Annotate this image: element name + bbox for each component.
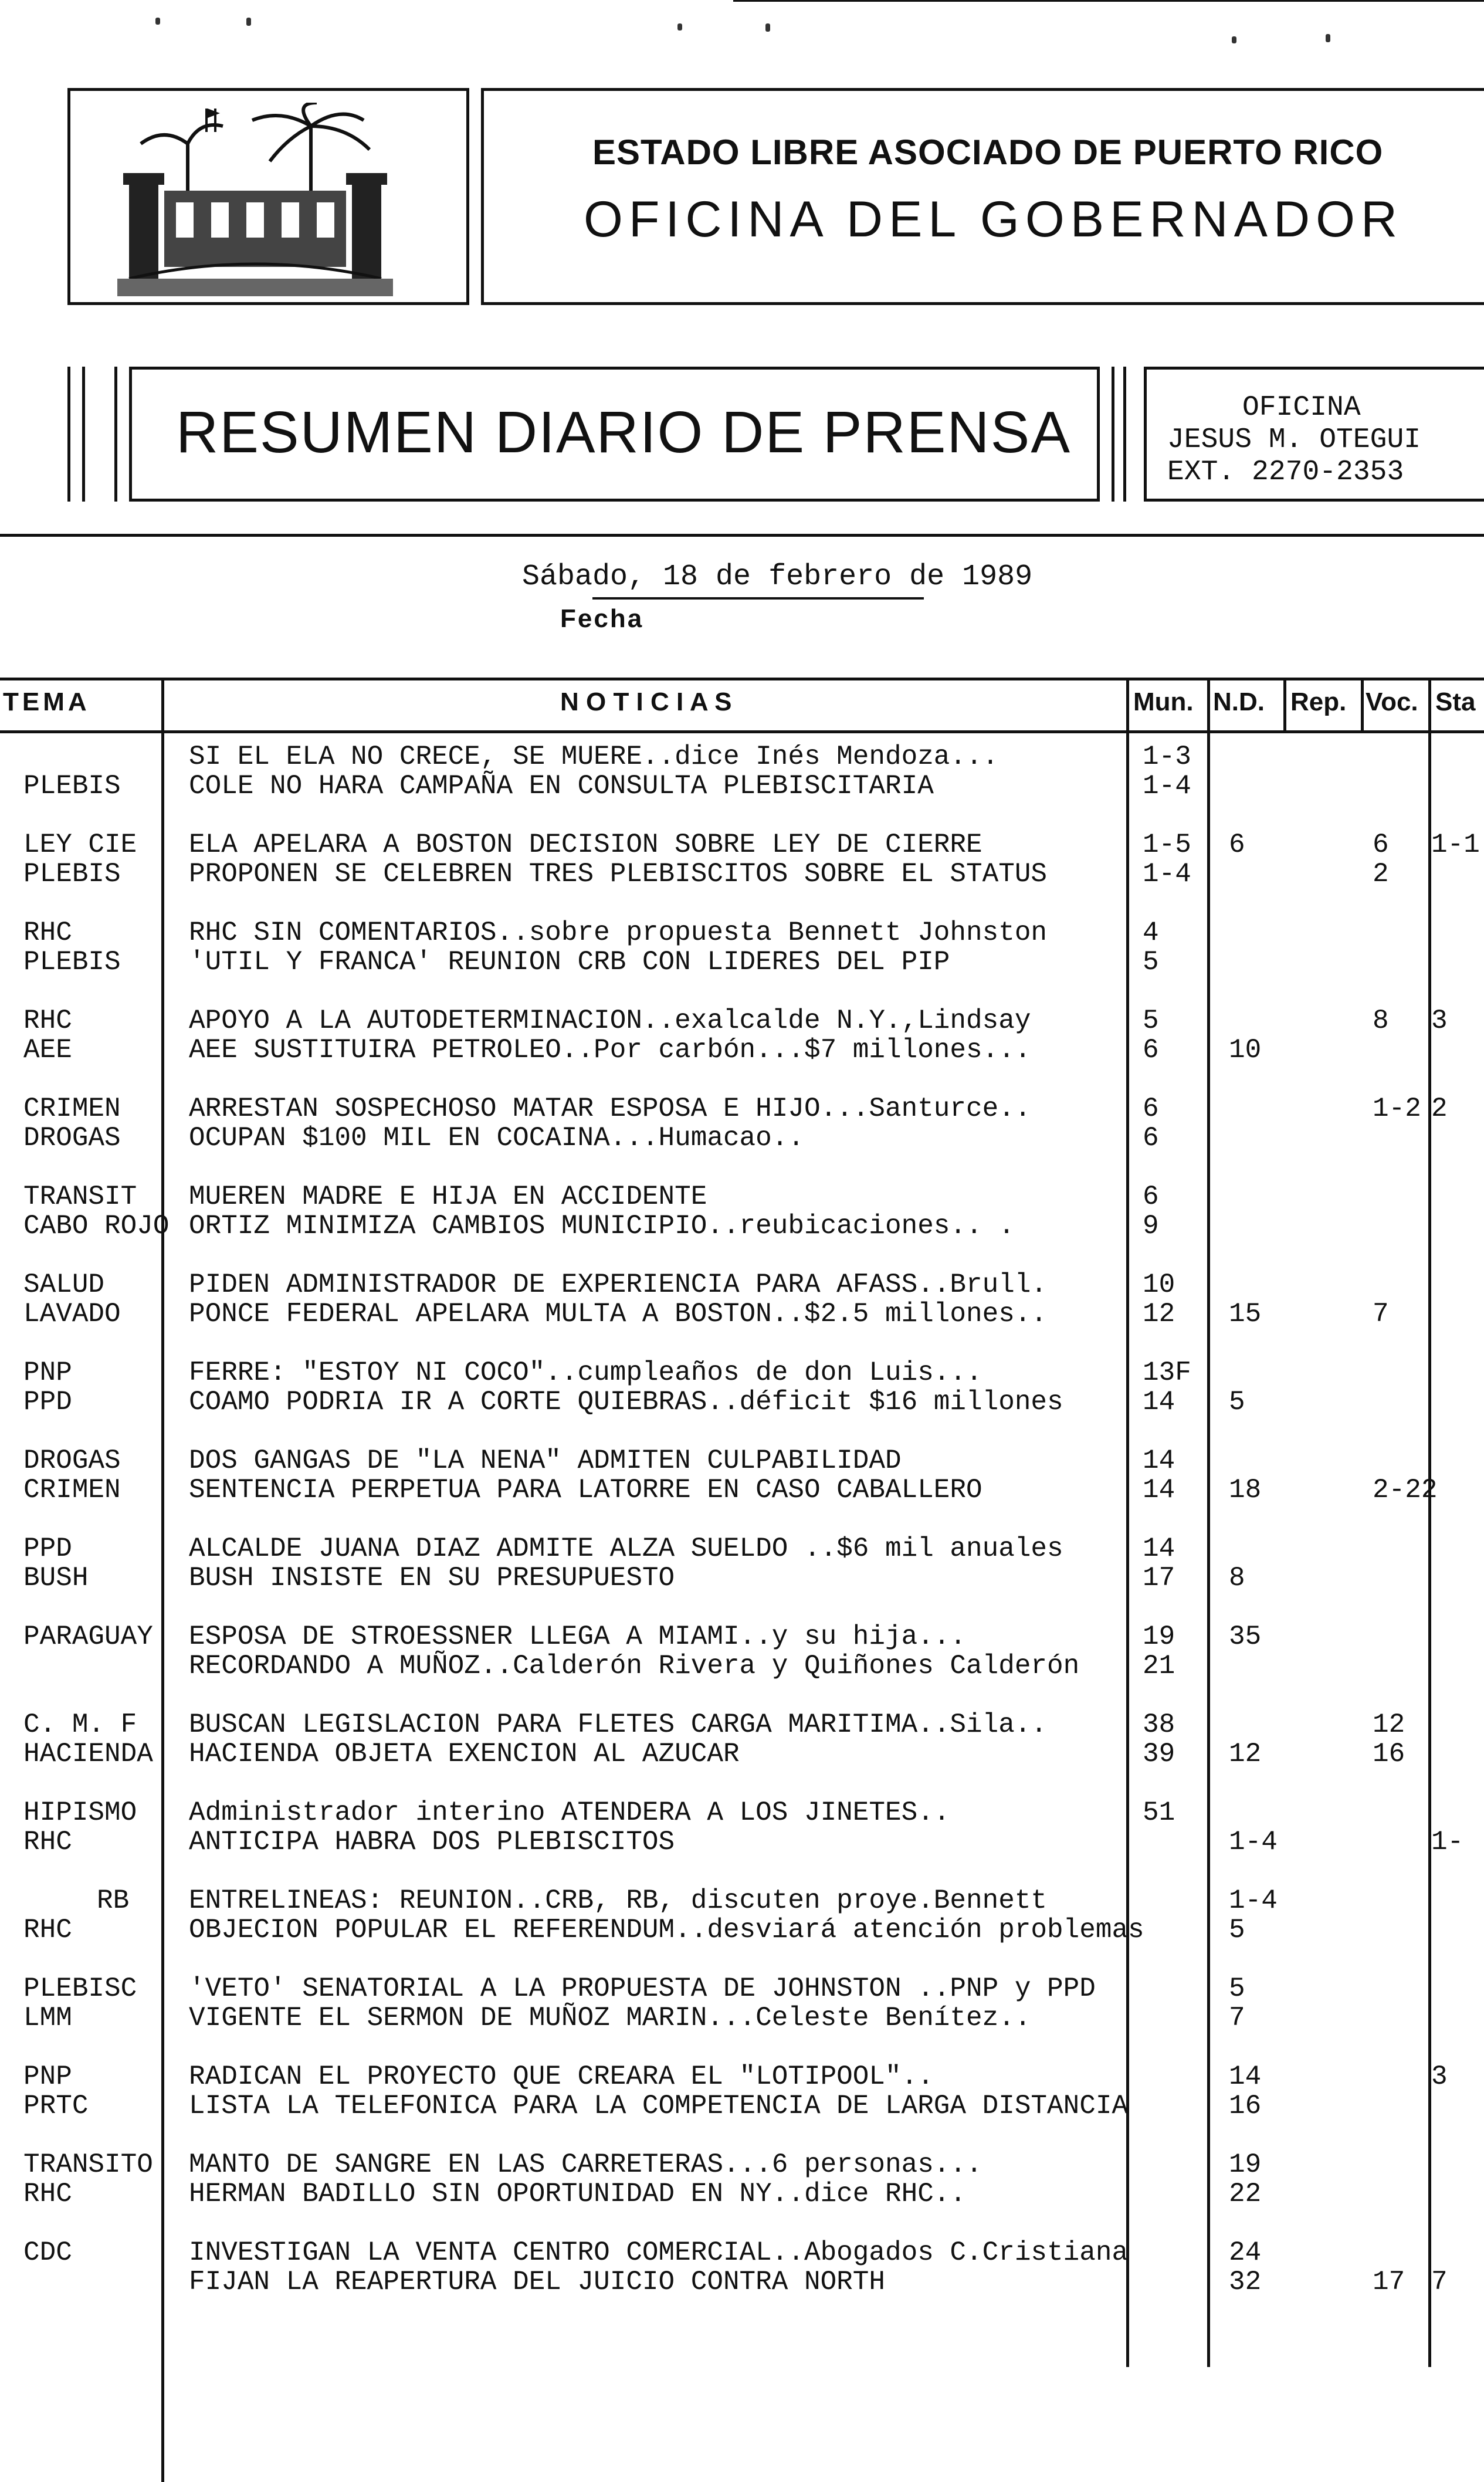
headline-cell: FIJAN LA REAPERTURA DEL JUICIO CONTRA NORTH xyxy=(189,2267,885,2297)
voc-page-cell: 16 xyxy=(1373,1739,1405,1769)
office-contact-label: OFICINA xyxy=(1242,392,1361,424)
tema-cell: AEE xyxy=(23,1035,72,1065)
column-divider-nd xyxy=(1283,678,1286,730)
column-divider-rep xyxy=(1361,678,1364,730)
mun-page-cell: 5 xyxy=(1143,947,1159,977)
tema-cell: CRIMEN xyxy=(23,1475,121,1505)
tema-cell: RHC xyxy=(23,1915,72,1945)
mun-page-cell: 4 xyxy=(1143,917,1159,948)
table-row xyxy=(0,1651,1484,1681)
mun-page-cell: 6 xyxy=(1143,1093,1159,1124)
tema-cell: CDC xyxy=(23,2237,72,2268)
table-row xyxy=(0,1475,1484,1505)
headline-cell: FERRE: "ESTOY NI COCO"..cumpleaños de don Luis... xyxy=(189,1357,982,1388)
voc-page-cell: 7 xyxy=(1373,1299,1389,1329)
banner-bar xyxy=(1123,367,1126,502)
headline-cell: MUEREN MADRE E HIJA EN ACCIDENTE xyxy=(189,1181,707,1212)
tema-cell: CRIMEN xyxy=(23,1093,121,1124)
sta-page-cell: 2 xyxy=(1431,1093,1448,1124)
table-row xyxy=(0,1387,1484,1417)
headline-cell: SI EL ELA NO CRECE, SE MUERE..dice Inés Mendoza... xyxy=(189,741,999,772)
table-row xyxy=(0,1915,1484,1945)
headline-cell: Administrador interino ATENDERA A LOS JINETES.. xyxy=(189,1797,950,1828)
nd-page-cell: 5 xyxy=(1229,1973,1245,2004)
nd-page-cell: 5 xyxy=(1229,1915,1245,1945)
table-row xyxy=(0,1739,1484,1769)
headline-cell: HERMAN BADILLO SIN OPORTUNIDAD EN NY..dice RHC.. xyxy=(189,2179,967,2209)
table-top-border xyxy=(0,678,1484,680)
top-speck xyxy=(1232,36,1236,43)
mun-page-cell: 1-5 xyxy=(1143,829,1191,860)
nd-page-cell: 12 xyxy=(1229,1739,1262,1769)
tema-cell: DROGAS xyxy=(23,1123,121,1153)
mun-page-cell: 14 xyxy=(1143,1533,1175,1564)
headline-cell: 'UTIL Y FRANCA' REUNION CRB CON LIDERES DEL PIP xyxy=(189,947,950,977)
headline-cell: LISTA LA TELEFONICA PARA LA COMPETENCIA DE LARGA DISTANCIA xyxy=(189,2091,1129,2121)
table-row xyxy=(0,2003,1484,2033)
headline-cell: PIDEN ADMINISTRADOR DE EXPERIENCIA PARA AFASS..Brull. xyxy=(189,1269,1048,1300)
table-row xyxy=(0,1123,1484,1153)
headline-cell: MANTO DE SANGRE EN LAS CARRETERAS...6 personas... xyxy=(189,2149,982,2180)
tema-cell: PPD xyxy=(23,1387,72,1417)
mun-page-cell: 14 xyxy=(1143,1387,1175,1417)
table-row xyxy=(0,1622,1484,1651)
governor-mansion-illustration-icon xyxy=(117,103,393,296)
headline-cell: OBJECION POPULAR EL REFERENDUM..desviará atención problemas xyxy=(189,1915,1144,1945)
headline-cell: ARRESTAN SOSPECHOSO MATAR ESPOSA E HIJO...Santurce.. xyxy=(189,1093,1031,1124)
date-value: Sábado, 18 de febrero de 1989 xyxy=(522,560,1033,594)
banner-bar xyxy=(82,367,85,502)
tema-cell: PNP xyxy=(23,2061,72,2092)
tema-cell: TRANSIT xyxy=(23,1181,137,1212)
tema-cell: PLEBIS xyxy=(23,859,121,889)
tema-cell: PARAGUAY xyxy=(23,1621,153,1652)
headline-cell: PROPONEN SE CELEBREN TRES PLEBISCITOS SOBRE EL STATUS xyxy=(189,859,1048,889)
tema-cell: CABO ROJO xyxy=(23,1211,170,1241)
table-row xyxy=(0,1446,1484,1475)
nd-page-cell: 6 xyxy=(1229,829,1245,860)
nd-page-cell: 24 xyxy=(1229,2237,1262,2268)
headline-cell: BUSH INSISTE EN SU PRESUPUESTO xyxy=(189,1563,675,1593)
banner-bar xyxy=(67,367,70,502)
table-row xyxy=(0,2267,1484,2297)
headline-cell: ALCALDE JUANA DIAZ ADMITE ALZA SUELDO ..$6 mil anuales xyxy=(189,1533,1063,1564)
headline-cell: ANTICIPA HABRA DOS PLEBISCITOS xyxy=(189,1827,675,1857)
header-rep: Rep. xyxy=(1290,688,1347,716)
headline-cell: RADICAN EL PROYECTO QUE CREARA EL "LOTIPOOL".. xyxy=(189,2061,934,2092)
top-speck xyxy=(677,23,682,31)
mun-page-cell: 5 xyxy=(1143,1005,1159,1036)
mun-page-cell: 12 xyxy=(1143,1299,1175,1329)
voc-page-cell: 1-2 xyxy=(1373,1093,1421,1124)
mun-page-cell: 19 xyxy=(1143,1621,1175,1652)
table-row xyxy=(0,2238,1484,2267)
tema-cell: BUSH xyxy=(23,1563,89,1593)
mun-page-cell: 6 xyxy=(1143,1181,1159,1212)
top-speck xyxy=(155,18,160,25)
headline-cell: HACIENDA OBJETA EXENCION AL AZUCAR xyxy=(189,1739,740,1769)
table-row xyxy=(0,1035,1484,1065)
mun-page-cell: 1-4 xyxy=(1143,771,1191,801)
nd-page-cell: 1-4 xyxy=(1229,1885,1278,1916)
sta-page-cell: 3 xyxy=(1431,2061,1448,2092)
voc-page-cell: 6 xyxy=(1373,829,1389,860)
headline-cell: OCUPAN $100 MIL EN COCAINA...Humacao.. xyxy=(189,1123,804,1153)
table-row xyxy=(0,830,1484,859)
mun-page-cell: 1-3 xyxy=(1143,741,1191,772)
mun-page-cell: 39 xyxy=(1143,1739,1175,1769)
tema-cell: PNP xyxy=(23,1357,72,1388)
table-row xyxy=(0,1710,1484,1739)
sta-page-cell: 7 xyxy=(1431,2267,1448,2297)
header-sta: Sta xyxy=(1435,688,1476,716)
voc-page-cell: 2 xyxy=(1373,859,1389,889)
nd-page-cell: 1-4 xyxy=(1229,1827,1278,1857)
mun-page-cell: 17 xyxy=(1143,1563,1175,1593)
headline-cell: SENTENCIA PERPETUA PARA LATORRE EN CASO CABALLERO xyxy=(189,1475,982,1505)
mun-page-cell: 9 xyxy=(1143,1211,1159,1241)
headline-cell: 'VETO' SENATORIAL A LA PROPUESTA DE JOHNSTON ..PNP y PPD xyxy=(189,1973,1096,2004)
tema-cell: PRTC xyxy=(23,2091,89,2121)
tema-cell: LMM xyxy=(23,2003,72,2033)
table-row xyxy=(0,1886,1484,1915)
voc-page-cell: 12 xyxy=(1373,1709,1405,1740)
tema-cell: PLEBISC xyxy=(23,1973,137,2004)
table-row xyxy=(0,1299,1484,1329)
table-row xyxy=(0,742,1484,771)
date-label: Fecha xyxy=(560,604,644,633)
table-row xyxy=(0,2091,1484,2121)
section-divider xyxy=(0,534,1484,537)
mun-page-cell: 51 xyxy=(1143,1797,1175,1828)
table-row xyxy=(0,947,1484,977)
nd-page-cell: 19 xyxy=(1229,2149,1262,2180)
mun-page-cell: 6 xyxy=(1143,1035,1159,1065)
mun-page-cell: 6 xyxy=(1143,1123,1159,1153)
tema-cell: PLEBIS xyxy=(23,947,121,977)
office-name: OFICINA DEL GOBERNADOR xyxy=(584,191,1404,248)
headline-cell: INVESTIGAN LA VENTA CENTRO COMERCIAL..Abogados C.Cristiana xyxy=(189,2237,1129,2268)
tema-cell: C. M. F xyxy=(23,1709,137,1740)
state-name: ESTADO LIBRE ASOCIADO DE PUERTO RICO xyxy=(592,133,1384,172)
headline-cell: RHC SIN COMENTARIOS..sobre propuesta Bennett Johnston xyxy=(189,917,1048,948)
headline-cell: APOYO A LA AUTODETERMINACION..exalcalde N.Y.,Lindsay xyxy=(189,1005,1031,1036)
table-row xyxy=(0,2150,1484,2179)
headline-cell: ORTIZ MINIMIZA CAMBIOS MUNICIPIO..reubicaciones.. . xyxy=(189,1211,1015,1241)
headline-cell: ENTRELINEAS: REUNION..CRB, RB, discuten proye.Bennett xyxy=(189,1885,1048,1916)
mun-page-cell: 13F xyxy=(1143,1357,1191,1388)
sta-page-cell: 3 xyxy=(1431,1005,1448,1036)
table-row xyxy=(0,1006,1484,1035)
header-nd: N.D. xyxy=(1213,688,1265,716)
voc-page-cell: 17 xyxy=(1373,2267,1405,2297)
headline-cell: COAMO PODRIA IR A CORTE QUIEBRAS..déficit $16 millones xyxy=(189,1387,1063,1417)
header-tema: TEMA xyxy=(3,688,90,716)
tema-cell: RHC xyxy=(23,917,72,948)
header-noticias: N O T I C I A S xyxy=(560,688,732,716)
top-edge-line xyxy=(733,0,1484,2)
tema-cell: RHC xyxy=(23,1005,72,1036)
tema-cell: PLEBIS xyxy=(23,771,121,801)
nd-page-cell: 15 xyxy=(1229,1299,1262,1329)
tema-cell: DROGAS xyxy=(23,1445,121,1476)
nd-page-cell: 16 xyxy=(1229,2091,1262,2121)
table-row xyxy=(0,1534,1484,1563)
table-row xyxy=(0,859,1484,889)
table-row xyxy=(0,1798,1484,1827)
mun-page-cell: 14 xyxy=(1143,1445,1175,1476)
tema-cell: HACIENDA xyxy=(23,1739,153,1769)
tema-cell: LAVADO xyxy=(23,1299,121,1329)
table-header-border xyxy=(0,730,1484,733)
table-row xyxy=(0,918,1484,947)
headline-cell: BUSCAN LEGISLACION PARA FLETES CARGA MARITIMA..Sila.. xyxy=(189,1709,1048,1740)
mun-page-cell: 10 xyxy=(1143,1269,1175,1300)
headline-cell: ELA APELARA A BOSTON DECISION SOBRE LEY DE CIERRE xyxy=(189,829,982,860)
headline-cell: ESPOSA DE STROESSNER LLEGA A MIAMI..y su hija... xyxy=(189,1621,967,1652)
office-contact-ext: EXT. 2270-2353 xyxy=(1167,456,1404,488)
mun-page-cell: 21 xyxy=(1143,1651,1175,1681)
sta-page-cell: 1- xyxy=(1431,1827,1464,1857)
table-row xyxy=(0,1182,1484,1211)
nd-page-cell: 14 xyxy=(1229,2061,1262,2092)
header-mun: Mun. xyxy=(1133,688,1194,716)
mun-page-cell: 1-4 xyxy=(1143,859,1191,889)
table-row xyxy=(0,2179,1484,2209)
tema-cell: TRANSITO xyxy=(23,2149,153,2180)
table-row xyxy=(0,1211,1484,1241)
headline-cell: DOS GANGAS DE "LA NENA" ADMITEN CULPABILIDAD xyxy=(189,1445,902,1476)
tema-cell: PPD xyxy=(23,1533,72,1564)
date-underline xyxy=(592,597,924,600)
voc-page-cell: 8 xyxy=(1373,1005,1389,1036)
header-voc: Voc. xyxy=(1366,688,1418,716)
tema-cell: HIPISMO xyxy=(23,1797,137,1828)
nd-page-cell: 32 xyxy=(1229,2267,1262,2297)
headline-cell: COLE NO HARA CAMPAÑA EN CONSULTA PLEBISCITARIA xyxy=(189,771,934,801)
tema-cell: RB xyxy=(97,1885,130,1916)
table-row xyxy=(0,1358,1484,1387)
sta-page-cell: 1-1 xyxy=(1431,829,1480,860)
nd-page-cell: 5 xyxy=(1229,1387,1245,1417)
table-row xyxy=(0,1974,1484,2003)
voc-page-cell: 2-22 xyxy=(1373,1475,1438,1505)
nd-page-cell: 7 xyxy=(1229,2003,1245,2033)
tema-cell: SALUD xyxy=(23,1269,105,1300)
headline-cell: RECORDANDO A MUÑOZ..Calderón Rivera y Quiñones Calderón xyxy=(189,1651,1080,1681)
nd-page-cell: 10 xyxy=(1229,1035,1262,1065)
headline-cell: VIGENTE EL SERMON DE MUÑOZ MARIN...Celeste Benítez.. xyxy=(189,2003,1031,2033)
table-row xyxy=(0,1094,1484,1123)
banner-bar xyxy=(1112,367,1114,502)
nd-page-cell: 22 xyxy=(1229,2179,1262,2209)
headline-cell: PONCE FEDERAL APELARA MULTA A BOSTON..$2.5 millones.. xyxy=(189,1299,1048,1329)
tema-cell: LEY CIE xyxy=(23,829,137,860)
office-contact-name: JESUS M. OTEGUI xyxy=(1167,424,1421,456)
table-row xyxy=(0,1827,1484,1857)
table-row xyxy=(0,2062,1484,2091)
nd-page-cell: 18 xyxy=(1229,1475,1262,1505)
top-speck xyxy=(1326,34,1330,42)
nd-page-cell: 8 xyxy=(1229,1563,1245,1593)
banner-bar xyxy=(114,367,117,502)
table-row xyxy=(0,1563,1484,1593)
tema-cell: RHC xyxy=(23,1827,72,1857)
headline-cell: AEE SUSTITUIRA PETROLEO..Por carbón...$7 millones... xyxy=(189,1035,1031,1065)
table-row xyxy=(0,771,1484,801)
mun-page-cell: 38 xyxy=(1143,1709,1175,1740)
mun-page-cell: 14 xyxy=(1143,1475,1175,1505)
top-speck xyxy=(246,18,251,26)
banner-title: RESUMEN DIARIO DE PRENSA xyxy=(176,399,1072,465)
tema-cell: RHC xyxy=(23,2179,72,2209)
top-speck xyxy=(765,23,770,32)
nd-page-cell: 35 xyxy=(1229,1621,1262,1652)
table-row xyxy=(0,1270,1484,1299)
